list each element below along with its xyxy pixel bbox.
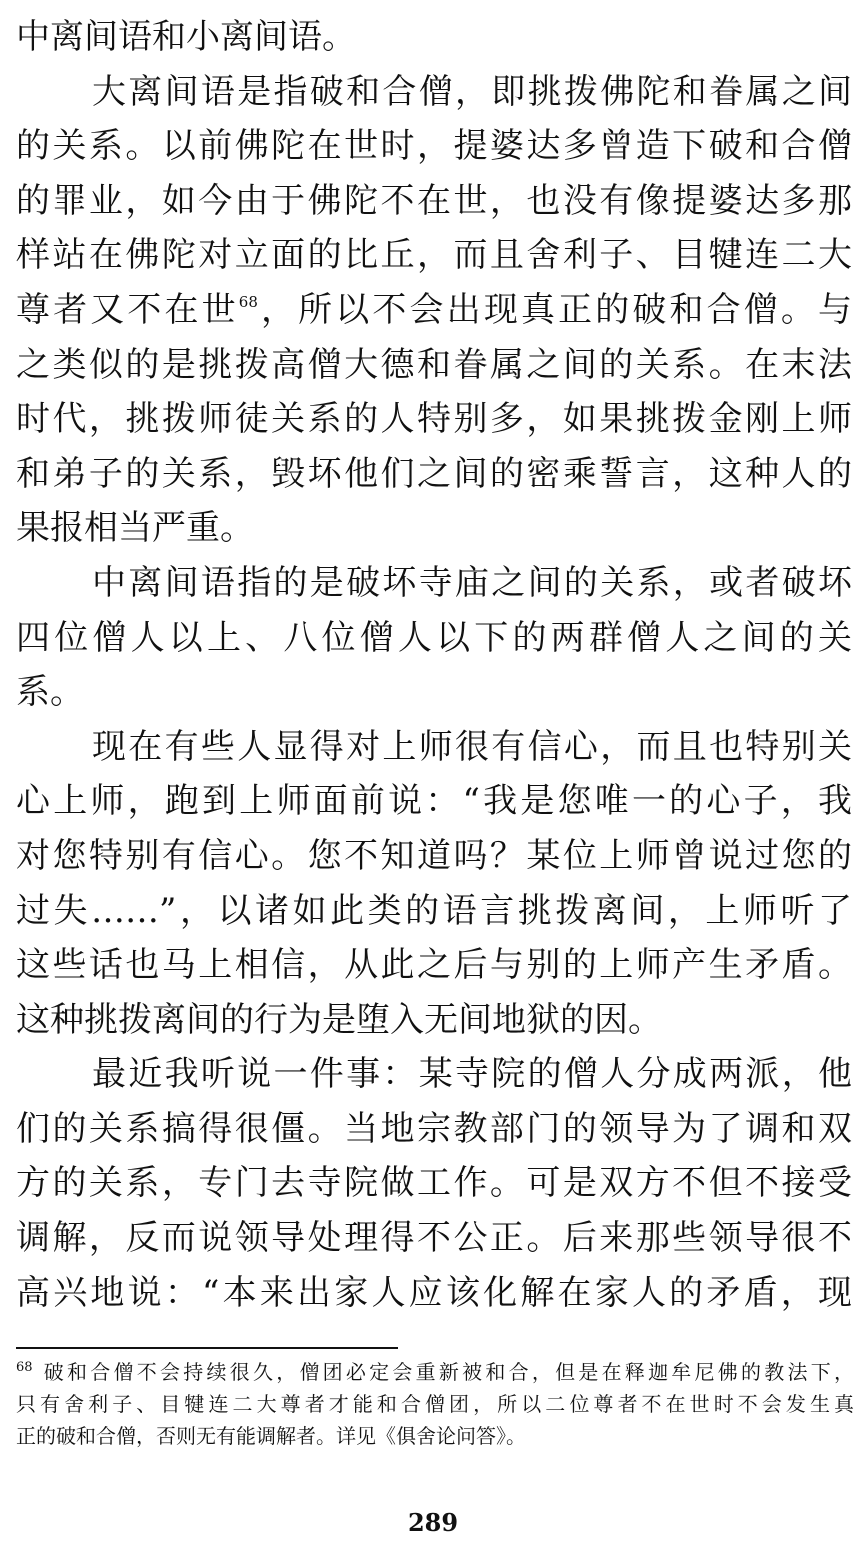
text-line: 们的关系搞得很僵。当地宗教部门的领导为了调和双 (16, 1108, 852, 1149)
text-line: 最近我听说一件事：某寺院的僧人分成两派，他 (92, 1054, 852, 1095)
text-line: 高兴地说：“本来出家人应该化解在家人的矛盾，现 (16, 1272, 852, 1313)
text-line: 心上师，跑到上师面前说：“我是您唯一的心子，我 (16, 781, 852, 822)
footnote-line: 正的破和合僧，否则无有能调解者。详见《俱舍论问答》。 (16, 1424, 526, 1448)
text-line: 样站在佛陀对立面的比丘，而且舍利子、目犍连二大 (16, 235, 852, 276)
text-line: 的关系。以前佛陀在世时，提婆达多曾造下破和合僧 (16, 126, 852, 167)
text-line: 中离间语和小离间语。 (16, 17, 356, 57)
text-line: 对您特别有信心。您不知道吗？某位上师曾说过您的 (16, 835, 852, 876)
text-line: 大离间语是指破和合僧，即挑拨佛陀和眷属之间 (92, 71, 852, 112)
text-line: 过失……”，以诸如此类的语言挑拨离间，上师听了 (16, 890, 852, 931)
body-text (16, 10, 852, 1320)
text-segment: ，所以不会出现真正的破和合僧。与 (257, 289, 853, 330)
text-line: 时代，挑拨师徒关系的人特别多，如果挑拨金刚上师 (16, 399, 852, 440)
text-line: 果报相当严重。 (16, 508, 254, 549)
page-number: 289 (407, 1508, 459, 1537)
text-line: 中离间语指的是破坏寺庙之间的关系，或者破坏 (92, 562, 852, 603)
footnote-text: 破和合僧不会持续很久，僧团必定会重新被和合，但是在释迦牟尼佛的教法下， (40, 1360, 854, 1384)
text-line: 和弟子的关系，毁坏他们之间的密乘誓言，这种人的 (16, 453, 852, 494)
text-line: 的罪业，如今由于佛陀不在世，也没有像提婆达多那 (16, 180, 852, 221)
footnote-line (16, 1356, 854, 1388)
text-segment: 尊者又不在世 (16, 289, 239, 330)
text-line (16, 283, 852, 338)
text-line: 之类似的是挑拨高僧大德和眷属之间的关系。在末法 (16, 344, 852, 385)
footnote (16, 1356, 854, 1452)
text-line: 这种挑拨离间的行为是堕入无间地狱的因。 (16, 999, 662, 1040)
footnote-divider (16, 1347, 398, 1349)
text-line: 系。 (16, 672, 84, 713)
text-line: 方的关系，专门去寺院做工作。可是双方不但不接受 (16, 1163, 852, 1204)
text-line: 现在有些人显得对上师很有信心，而且也特别关 (92, 726, 852, 767)
text-line: 四位僧人以上、八位僧人以下的两群僧人之间的关 (16, 617, 852, 658)
footnote-number: 68 (16, 1360, 33, 1375)
footnote-ref[interactable]: 68 (238, 292, 258, 311)
text-line: 这些话也马上相信，从此之后与别的上师产生矛盾。 (16, 945, 852, 986)
text-line: 调解，反而说领导处理得不公正。后来那些领导很不 (16, 1218, 852, 1259)
footnote-line: 只有舍利子、目犍连二大尊者才能和合僧团，所以二位尊者不在世时不会发生真 (16, 1392, 854, 1416)
